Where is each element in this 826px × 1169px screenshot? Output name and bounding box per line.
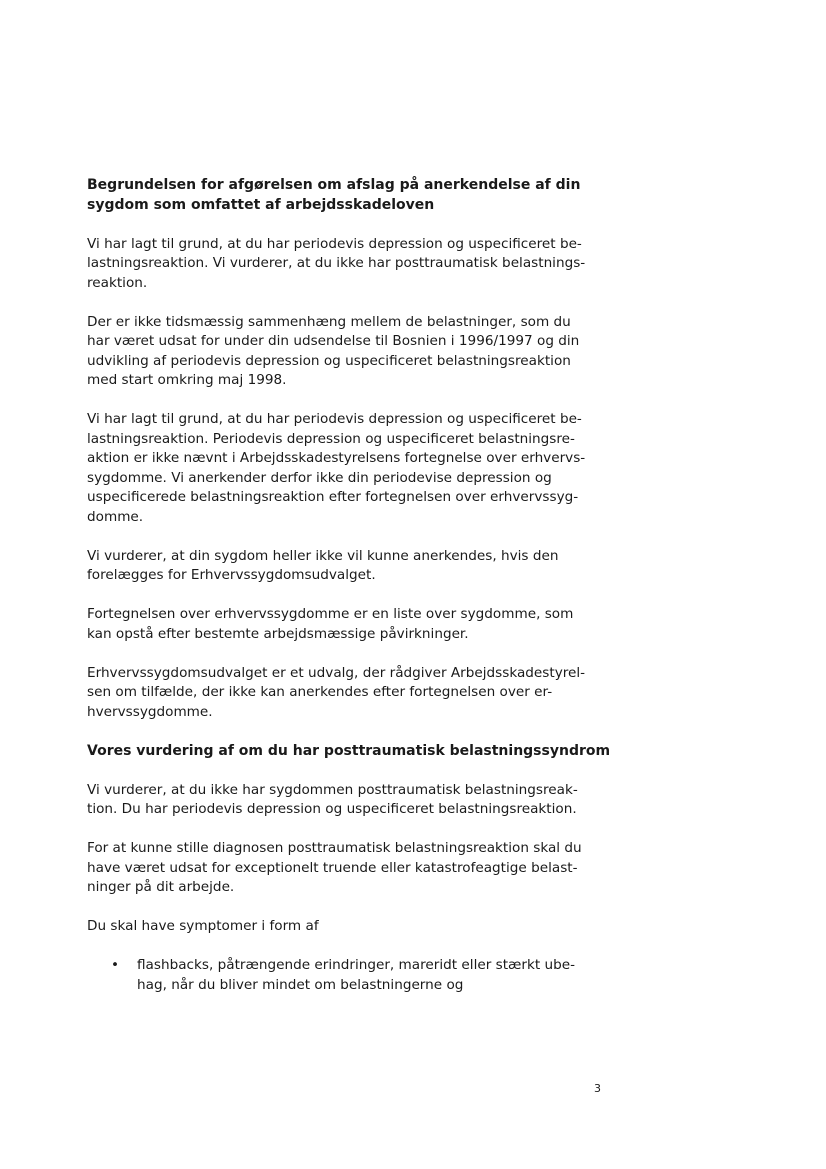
- paragraph: [87, 839, 617, 898]
- text-line: med start omkring maj 1998.: [87, 372, 287, 388]
- text-line: Vi vurderer, at du ikke har sygdommen posttraumatisk belastningsreak-: [87, 781, 578, 798]
- paragraph-gap: [87, 215, 617, 235]
- text-line: har været udsat for under din udsendelse til Bosnien i 1996/1997 og din: [87, 333, 580, 349]
- text-line: lastningsreaktion. Vi vurderer, at du ikke har posttraumatisk belastnings-: [87, 255, 586, 271]
- paragraph-gap: [87, 722, 617, 742]
- text-line: Vi har lagt til grund, at du har periodevis depression og uspecificeret be-: [87, 235, 582, 252]
- paragraph-gap: [87, 644, 617, 664]
- paragraph: [87, 547, 617, 586]
- text-line: sygdomme. Vi anerkender derfor ikke din periodevise depression og: [87, 469, 552, 486]
- text-line: domme.: [87, 508, 144, 525]
- paragraph: [87, 313, 617, 391]
- text-line: Der er ikke tidsmæssig sammenhæng mellem de belastninger, som du: [87, 313, 571, 330]
- text-line: Vi har lagt til grund, at du har periodevis depression og uspecificeret be-: [87, 411, 582, 427]
- text-line: Vi vurderer, at din sygdom heller ikke vil kunne anerkendes, hvis den: [87, 547, 559, 564]
- document-body: [87, 176, 617, 995]
- bullet-item: [87, 956, 617, 995]
- text-line: Du skal have symptomer i form af: [87, 918, 319, 934]
- paragraph: [87, 781, 617, 820]
- paragraph: [87, 917, 617, 937]
- text-line: sen om tilfælde, der ikke kan anerkendes efter fortegnelsen over er-: [87, 684, 553, 700]
- text-line: Begrundelsen for afgørelsen om afslag på anerkendelse af din: [87, 177, 581, 193]
- text-line: udvikling af periodevis depression og uspecificeret belastningsreaktion: [87, 352, 571, 369]
- paragraph-gap: [87, 937, 617, 957]
- text-line: hag, når du bliver mindet om belastningerne og: [137, 976, 464, 993]
- text-line: forelægges for Erhvervssygdomsudvalget.: [87, 567, 376, 583]
- paragraph-gap: [87, 898, 617, 918]
- text-line: flashbacks, påtrængende erindringer, mareridt eller stærkt ube-: [137, 957, 576, 973]
- text-line: For at kunne stille diagnosen posttraumatisk belastningsreaktion skal du: [87, 840, 582, 856]
- text-line: hvervssygdomme.: [87, 703, 213, 720]
- page-number: 3: [594, 1082, 601, 1095]
- text-line: Erhvervssygdomsudvalget er et udvalg, der rådgiver Arbejdsskadestyrel-: [87, 664, 586, 681]
- text-line: uspecificerede belastningsreaktion efter fortegnelsen over erhvervssyg-: [87, 489, 579, 505]
- paragraph-gap: [87, 527, 617, 547]
- text-line: ninger på dit arbejde.: [87, 879, 235, 895]
- section-heading: [87, 176, 617, 215]
- section-heading: [87, 742, 617, 762]
- bullet-icon: •: [111, 957, 120, 973]
- text-line: lastningsreaktion. Periodevis depression og uspecificeret belastningsre-: [87, 430, 575, 447]
- paragraph-gap: [87, 293, 617, 313]
- paragraph: [87, 235, 617, 294]
- paragraph-gap: [87, 586, 617, 606]
- text-line: tion. Du har periodevis depression og uspecificeret belastningsreaktion.: [87, 801, 577, 817]
- paragraph-gap: [87, 820, 617, 840]
- paragraph-gap: [87, 391, 617, 411]
- text-line: Vores vurdering af om du har posttraumatisk belastningssyndrom: [87, 742, 611, 759]
- text-line: kan opstå efter bestemte arbejdsmæssige påvirkninger.: [87, 625, 469, 642]
- text-line: aktion er ikke nævnt i Arbejdsskadestyrelsens fortegnelse over erhvervs-: [87, 450, 586, 466]
- text-line: sygdom som omfattet af arbejdsskadeloven: [87, 196, 435, 213]
- text-line: reaktion.: [87, 274, 148, 291]
- paragraph: [87, 410, 617, 527]
- text-line: have været udsat for exceptionelt truende eller katastrofeagtige belast-: [87, 859, 578, 876]
- text-line: Fortegnelsen over erhvervssygdomme er en liste over sygdomme, som: [87, 606, 574, 622]
- paragraph: [87, 664, 617, 723]
- paragraph: [87, 605, 617, 644]
- paragraph-gap: [87, 761, 617, 781]
